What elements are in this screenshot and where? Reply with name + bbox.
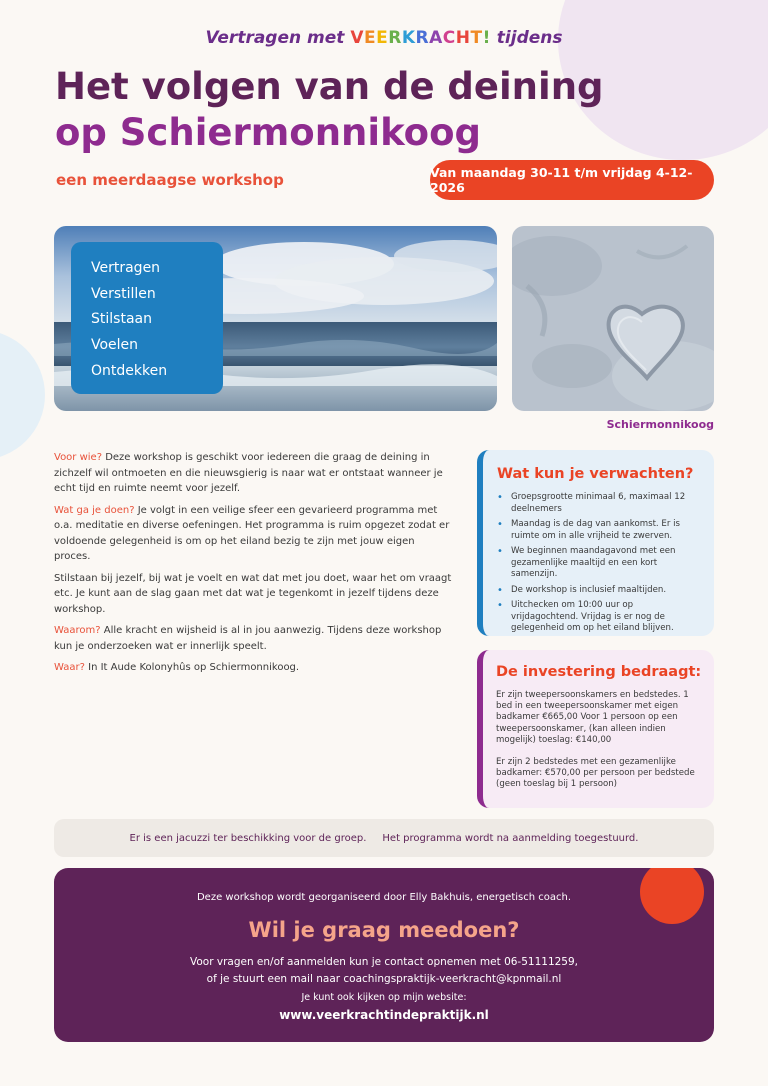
keywords-box — [71, 242, 223, 394]
brand-letter: R — [415, 28, 430, 48]
keyword: Verstillen — [91, 285, 156, 302]
brand-letter: V — [350, 28, 364, 48]
photo-caption: Schiermonnikoog — [606, 418, 714, 431]
brand-letter: R — [388, 28, 402, 48]
title-line-1: Het volgen van de deining — [55, 65, 604, 108]
brand-letter: ! — [482, 28, 491, 48]
contact-text — [54, 954, 714, 987]
tagline — [0, 28, 768, 48]
tagline-prefix: Vertragen met — [205, 28, 351, 48]
brand-letter: T — [470, 28, 483, 48]
answer-text: Je volgt in een veilige sfeer een gevarieerd programma met o.a. meditatie en diverse oefeningen. Het programma is ruim opgezet zodat er voldoende gelegenheid is om op het eiland bezig te zijn met jouw eigen proces. — [54, 504, 450, 562]
tagline-suffix: tijdens — [490, 28, 563, 48]
investment-bedstedes: Er zijn 2 bedstedes met een gezamenlijke badkamer: €570,00 per persoon per bedstede (geen toeslag bij 1 persoon) — [496, 757, 695, 790]
answer-text: Alle kracht en wijsheid is al in jou aanwezig. Tijdens deze workshop kun je onderzoeken wat er innerlijk speelt. — [54, 625, 442, 652]
page-title — [55, 64, 604, 156]
expectations-title: Wat kun je verwachten? — [497, 466, 694, 482]
intro-paragraph — [54, 623, 454, 654]
brand-letter: C — [442, 28, 456, 48]
subtitle: een meerdaagse workshop — [56, 171, 284, 189]
sand-heart-image — [512, 226, 714, 411]
intro-text — [54, 450, 454, 682]
info-strip — [54, 819, 714, 857]
keyword: Vertragen — [91, 260, 161, 276]
brand-letter: E — [363, 28, 377, 48]
list-item: • We beginnen maandagavond met een gezamenlijke maaltijd en een kort samenzijn. — [497, 546, 702, 581]
list-item: • Maandag is de dag van aankomst. Er is ruimte om in alle vrijheid te zwerven. — [497, 519, 702, 542]
contact-phone-line: Voor vragen en/of aanmelden kun je contact opnemen met 06-51111259, — [189, 956, 579, 968]
question-label: Waarom? — [54, 625, 101, 636]
investment-box — [477, 650, 714, 808]
intro-paragraph — [54, 503, 454, 565]
list-item: • Uitchecken om 10:00 uur op vrijdagochtend. Vrijdag is er nog de gelegenheid om op het eiland blijven. — [497, 600, 702, 635]
contact-footer — [54, 868, 714, 1042]
answer-text: Stilstaan bij jezelf, bij wat je voelt en wat dat met jou doet, waar het om vraagt etc. Je kunt aan de slag gaan met dat wat je tegenkomt in jezelf tijdens deze workshop. — [54, 572, 452, 615]
cta-heading: Wil je graag meedoen? — [248, 918, 520, 942]
program-note: Het programma wordt na aanmelding toegestuurd. — [382, 832, 639, 844]
brand-veerkracht — [350, 28, 491, 48]
decorative-circle-left — [0, 330, 45, 460]
brand-letter: K — [401, 28, 416, 48]
contact-email-line[interactable]: of je stuurt een mail naar coachingspraktijk-veerkracht@kpnmail.nl — [206, 972, 562, 985]
intro-paragraph — [54, 660, 454, 676]
website-label: Je kunt ook kijken op mijn website: — [301, 992, 467, 1003]
brand-letter: A — [429, 28, 443, 48]
website-link[interactable]: www.veerkrachtindepraktijk.nl — [279, 1008, 489, 1022]
keyword: Voelen — [91, 337, 139, 354]
keyword: Ontdekken — [91, 362, 168, 379]
investment-rooms: Er zijn tweepersoonskamers en bedstedes. 1 bed in een tweepersoonskamer met eigen badkamer €665,00 Voor 1 persoon op een tweepersoonskamer, (kan alleen indien mogelijk) toeslag: €140,00 — [496, 690, 689, 745]
list-item: • De workshop is inclusief maaltijden. — [497, 585, 702, 597]
answer-text: In It Aude Kolonyhûs op Schiermonnikoog. — [84, 662, 300, 673]
brand-letter: H — [455, 28, 471, 48]
organizer-text: Deze workshop wordt georganiseerd door Elly Bakhuis, energetisch coach. — [196, 892, 572, 903]
date-pill: Van maandag 30-11 t/m vrijdag 4-12-2026 — [430, 160, 714, 200]
expectations-list — [497, 492, 702, 635]
brand-letter: E — [376, 28, 389, 48]
sand-heart-photo — [512, 226, 714, 411]
question-label: Voor wie? — [54, 452, 103, 463]
question-label: Waar? — [54, 662, 85, 673]
intro-paragraph — [54, 571, 454, 618]
jacuzzi-note: Er is een jacuzzi ter beschikking voor de groep. — [129, 832, 367, 844]
title-line-2: op Schiermonnikoog — [55, 111, 482, 154]
answer-text: Deze workshop is geschikt voor iedereen die graag de deining in zichzelf wil ontmoeten en die nieuwsgierig is naar wat er ontstaat wanneer je echt tijd en ruimte neemt voor jezelf. — [54, 452, 443, 494]
list-item: • Groepsgrootte minimaal 6, maximaal 12 deelnemers — [497, 492, 702, 515]
keyword: Stilstaan — [91, 311, 152, 328]
intro-paragraph — [54, 450, 454, 497]
investment-title: De investering bedraagt: — [496, 664, 702, 680]
expectations-box — [477, 450, 714, 636]
question-label: Wat ga je doen? — [54, 504, 135, 516]
